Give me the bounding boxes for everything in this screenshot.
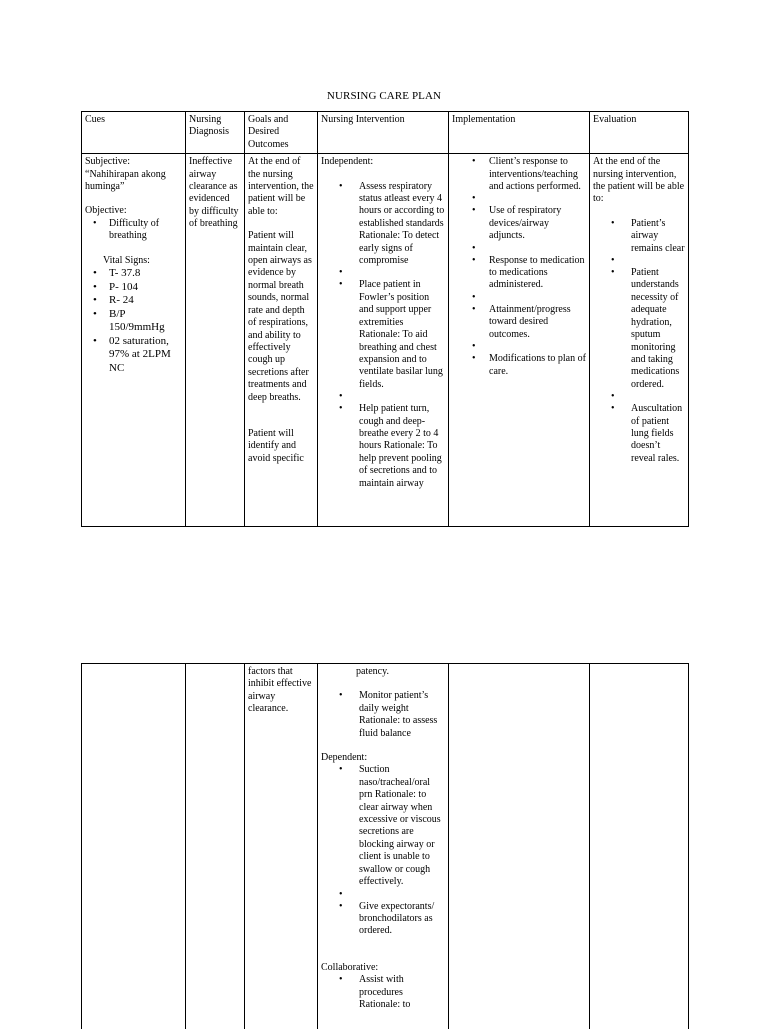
objective-label: Objective: <box>85 205 182 217</box>
list-item: • Place patient in Fowler’s position and support upper extremities Rationale: To aid breathing and chest expansion and to ventilate basilar lung fields. <box>321 279 445 391</box>
list-item: • T- 37.8 <box>85 267 182 281</box>
table-row <box>82 664 689 1029</box>
list-item: • B/P 150/9mmHg <box>85 308 182 335</box>
independent-list-continued <box>321 690 445 740</box>
subjective-text: “Nahihirapan akong huminga” <box>85 169 182 194</box>
evaluation-cell-continued <box>590 664 689 1029</box>
list-item: • P- 104 <box>85 281 182 295</box>
independent-list <box>321 181 445 490</box>
header-implementation: Implementation <box>449 112 590 154</box>
goals-outcome-1: Patient will maintain clear, open airways as evidence by normal breath sounds, normal rate and depth of respirations, and ability to effectively cough up secretions after treatments and deep breaths. <box>248 230 314 404</box>
header-nursing-intervention: Nursing Intervention <box>318 112 449 154</box>
list-item: • Response to medication to medications administered. <box>452 255 586 292</box>
subjective-label: Subjective: <box>85 156 182 168</box>
cues-cell-continued <box>82 664 186 1029</box>
list-item: • 02 saturation, 97% at 2LPM NC <box>85 335 182 376</box>
diagnosis-cell: Ineffective airway clearance as evidenced by difficulty of breathing <box>186 154 245 527</box>
goals-cell <box>245 154 318 527</box>
evaluation-list <box>593 218 685 465</box>
goals-outcome-2: Patient will identify and avoid specific <box>248 428 314 465</box>
list-item: • Assist with procedures Rationale: to <box>321 974 445 1011</box>
list-item: • Difficulty of breathing <box>85 218 182 243</box>
collaborative-label: Collaborative: <box>321 962 445 974</box>
goals-intro: At the end of the nursing intervention, the patient will be able to: <box>248 156 314 218</box>
header-nursing-diagnosis: Nursing Diagnosis <box>186 112 245 154</box>
care-plan-table-continued <box>81 663 689 1029</box>
dependent-list <box>321 764 445 937</box>
cues-cell <box>82 154 186 527</box>
header-cues: Cues <box>82 112 186 154</box>
diagnosis-cell-continued <box>186 664 245 1029</box>
implementation-cell <box>449 154 590 527</box>
intervention-cell-continued <box>318 664 449 1029</box>
list-item: • Client’s response to interventions/teaching and actions performed. <box>452 156 586 193</box>
list-item: • Monitor patient’s daily weight Rationale: to assess fluid balance <box>321 690 445 740</box>
header-goals: Goals and Desired Outcomes <box>245 112 318 154</box>
list-item: • Suction naso/tracheal/oral prn Rationale: to clear airway when excessive or viscous secretions are blocking airway or client is unable to swallow or cough effectively. <box>321 764 445 888</box>
vital-signs-list <box>85 267 182 375</box>
goals-cell-continued: factors that inhibit effective airway clearance. <box>245 664 318 1029</box>
header-row <box>82 112 689 154</box>
evaluation-intro: At the end of the nursing intervention, the patient will be able to: <box>593 156 685 206</box>
implementation-cell-continued <box>449 664 590 1029</box>
list-item: • Use of respiratory devices/airway adjuncts. <box>452 205 586 242</box>
list-item: • Attainment/progress toward desired outcomes. <box>452 304 586 341</box>
page-title: NURSING CARE PLAN <box>0 90 768 102</box>
table-row <box>82 154 689 527</box>
dependent-label: Dependent: <box>321 752 445 764</box>
objective-list <box>85 218 182 243</box>
list-item: • Patient’s airway remains clear <box>593 218 685 255</box>
care-plan-table <box>81 111 689 527</box>
list-item: • Give expectorants/ bronchodilators as ordered. <box>321 901 445 938</box>
vital-signs-label: Vital Signs: <box>85 255 182 267</box>
evaluation-cell <box>590 154 689 527</box>
list-item: • Help patient turn, cough and deep-breathe every 2 to 4 hours Rationale: To help prevent pooling of secretions and to maintain airway <box>321 403 445 490</box>
list-item: • Assess respiratory status atleast every 4 hours or according to established standards Rationale: To detect early signs of compromise <box>321 181 445 268</box>
implementation-list <box>452 156 586 378</box>
intervention-cell <box>318 154 449 527</box>
list-item: • Modifications to plan of care. <box>452 353 586 378</box>
header-evaluation: Evaluation <box>590 112 689 154</box>
list-item: • R- 24 <box>85 294 182 308</box>
collaborative-list <box>321 974 445 1011</box>
intervention-continued-text: patency. <box>321 666 445 678</box>
list-item: • Auscultation of patient lung fields doesn’t reveal rales. <box>593 403 685 465</box>
independent-label: Independent: <box>321 156 445 168</box>
list-item: • Patient understands necessity of adequate hydration, sputum monitoring and taking medications ordered. <box>593 267 685 391</box>
